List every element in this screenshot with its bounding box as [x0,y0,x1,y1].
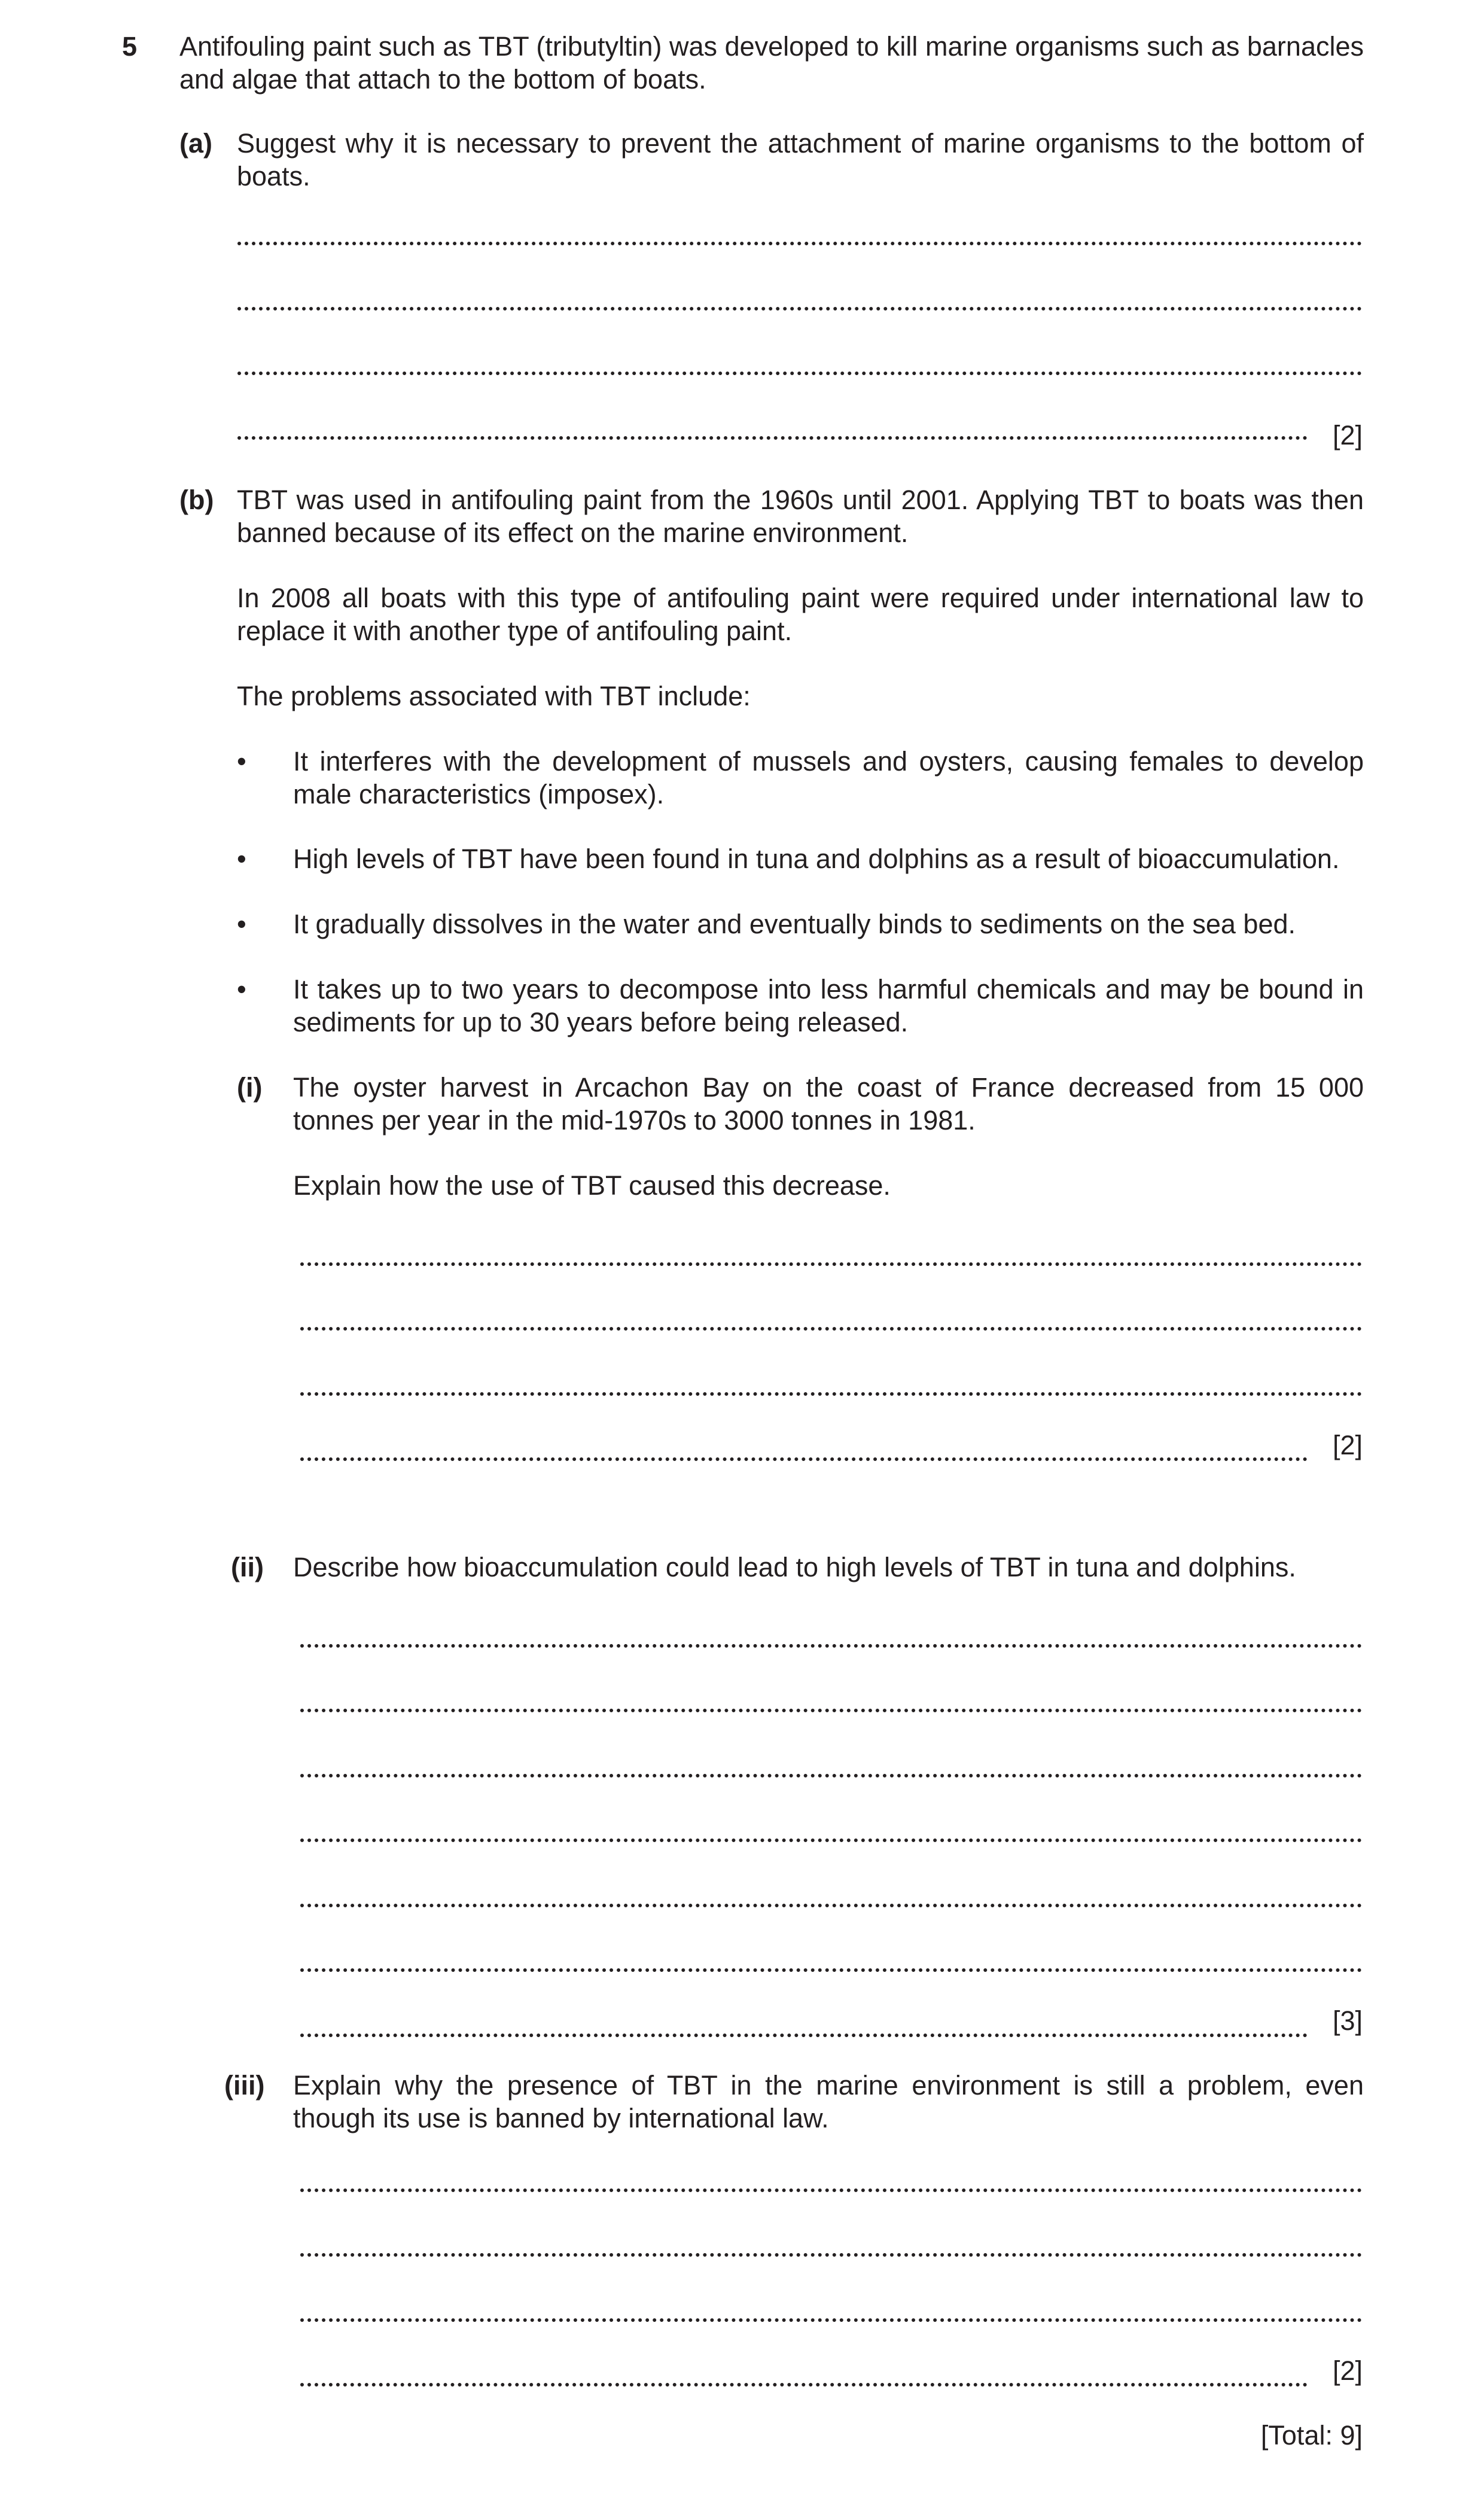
bullet-item-2: High levels of TBT have been found in tuna and dolphins as a result of bioaccumulation. [293,844,1340,874]
bullet-item-1: It interferes with the development of mussels and oysters, causing females to develop male characteristics (imposex). [293,746,1364,809]
bullet-item-4: It takes up to two years to decompose into less harmful chemicals and may be bound in sediments for up to 30 years before being released. [293,974,1364,1037]
part-b-i-label: (i) [237,1072,263,1103]
bullet-marker-1: • [237,746,246,777]
bullet-marker-2: • [237,844,246,874]
answer-line-b-i-1[interactable] [300,1262,1362,1266]
part-b-ii-marks: [3] [1332,2005,1363,2036]
bullet-item-3: It gradually dissolves in the water and eventually binds to sediments on the sea bed. [293,909,1296,939]
part-b-paragraph-2: In 2008 all boats with this type of antifouling paint were required under international law to replace it with another type of antifouling paint. [237,583,1364,646]
part-a-question: Suggest why it is necessary to prevent the attachment of marine organisms to the bottom of boats. [237,128,1364,191]
part-b-i-question: Explain how the use of TBT caused this decrease. [293,1170,891,1201]
part-b-ii-label: (ii) [231,1552,264,1582]
answer-line-b-i-4[interactable] [300,1457,1308,1461]
part-b-paragraph-3: The problems associated with TBT include: [237,681,751,711]
part-b-iii-question: Explain why the presence of TBT in the marine environment is still a problem, even though its use is banned by international law. [293,2070,1364,2133]
answer-line-b-ii-2[interactable] [300,1709,1362,1712]
answer-line-b-ii-7[interactable] [300,2034,1308,2037]
answer-line-b-ii-6[interactable] [300,1968,1362,1972]
part-b-i-marks: [2] [1332,1430,1363,1460]
part-a-marks: [2] [1332,420,1363,450]
part-b-i-context: The oyster harvest in Arcachon Bay on the coast of France decreased from 15 000 tonnes per year in the mid-1970s to 3000 tonnes in 1981. [293,1072,1364,1136]
question-number: 5 [122,31,138,62]
question-intro: Antifouling paint such as TBT (tributyltin) was developed to kill marine organisms such as barnacles and algae that attach to the bottom of boats. [179,31,1364,95]
bullet-marker-4: • [237,974,246,1004]
answer-line-b-i-2[interactable] [300,1327,1362,1331]
answer-line-a-1[interactable] [237,242,1362,245]
part-b-iii-marks: [2] [1332,2355,1363,2386]
part-a-label: (a) [179,128,212,159]
part-b-ii-question: Describe how bioaccumulation could lead to high levels of TBT in tuna and dolphins. [293,1552,1296,1582]
answer-line-b-iii-4[interactable] [300,2383,1308,2387]
answer-line-b-ii-5[interactable] [300,1904,1362,1907]
answer-line-b-iii-2[interactable] [300,2253,1362,2257]
part-b-label: (b) [179,485,214,515]
answer-line-a-2[interactable] [237,307,1362,311]
answer-line-b-i-3[interactable] [300,1392,1362,1396]
answer-line-b-ii-4[interactable] [300,1838,1362,1842]
answer-line-a-4[interactable] [237,436,1308,440]
part-b-paragraph-1: TBT was used in antifouling paint from the 1960s until 2001. Applying TBT to boats was then banned because of its effect on the marine environment. [237,485,1364,548]
answer-line-b-ii-3[interactable] [300,1774,1362,1777]
answer-line-b-iii-1[interactable] [300,2188,1362,2192]
answer-line-b-ii-1[interactable] [300,1644,1362,1648]
part-b-iii-label: (iii) [224,2070,265,2101]
question-total-marks: [Total: 9] [1260,2420,1363,2451]
answer-line-b-iii-3[interactable] [300,2318,1362,2322]
bullet-marker-3: • [237,909,246,939]
answer-line-a-3[interactable] [237,372,1362,375]
